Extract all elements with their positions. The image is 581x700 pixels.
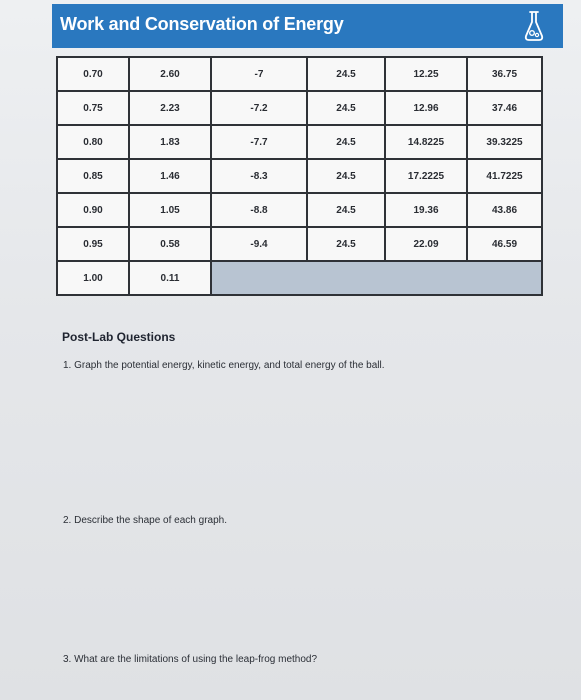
- table-row: [57, 91, 542, 125]
- table-cell: 24.5: [307, 227, 385, 261]
- table-row: [57, 193, 542, 227]
- table-cell: 12.25: [385, 57, 467, 91]
- table-cell: 0.90: [57, 193, 129, 227]
- table-cell: 14.8225: [385, 125, 467, 159]
- table-cell: 19.36: [385, 193, 467, 227]
- question-2: 2. Describe the shape of each graph.: [63, 515, 227, 526]
- table-row: [57, 227, 542, 261]
- table-cell: 1.00: [57, 261, 129, 295]
- table-cell: 1.83: [129, 125, 211, 159]
- table-row: [57, 159, 542, 193]
- table-cell: 37.46: [467, 91, 542, 125]
- table-cell: 0.95: [57, 227, 129, 261]
- table-cell: 0.11: [129, 261, 211, 295]
- table-cell: 1.46: [129, 159, 211, 193]
- table-cell: 24.5: [307, 57, 385, 91]
- table-cell: 0.58: [129, 227, 211, 261]
- question-1: 1. Graph the potential energy, kinetic energy, and total energy of the ball.: [63, 360, 385, 371]
- flask-icon: [523, 10, 545, 42]
- table-cell: -7.7: [211, 125, 307, 159]
- table-cell: -8.3: [211, 159, 307, 193]
- shaded-empty-cell: [211, 261, 542, 295]
- table-cell: -7.2: [211, 91, 307, 125]
- table-row: [57, 57, 542, 91]
- table-cell: 2.60: [129, 57, 211, 91]
- table-cell: 0.80: [57, 125, 129, 159]
- table-row: [57, 261, 542, 295]
- postlab-heading: Post-Lab Questions: [62, 330, 176, 344]
- table-cell: 2.23: [129, 91, 211, 125]
- table-cell: 12.96: [385, 91, 467, 125]
- table-cell: 24.5: [307, 125, 385, 159]
- table-cell: 36.75: [467, 57, 542, 91]
- table-cell: 1.05: [129, 193, 211, 227]
- question-3: 3. What are the limitations of using the leap-frog method?: [63, 654, 318, 665]
- table-cell: 24.5: [307, 91, 385, 125]
- table-row: [57, 125, 542, 159]
- table-cell: 24.5: [307, 159, 385, 193]
- table-cell: 0.75: [57, 91, 129, 125]
- table-cell: 0.85: [57, 159, 129, 193]
- table-cell: 39.3225: [467, 125, 542, 159]
- energy-data-table: [56, 56, 543, 296]
- table-cell: -9.4: [211, 227, 307, 261]
- table-cell: -7: [211, 57, 307, 91]
- table-cell: -8.8: [211, 193, 307, 227]
- header-bar: [52, 4, 563, 48]
- table-cell: 22.09: [385, 227, 467, 261]
- page-title: Work and Conservation of Energy: [60, 14, 344, 34]
- table-cell: 17.2225: [385, 159, 467, 193]
- table-cell: 41.7225: [467, 159, 542, 193]
- table-cell: 24.5: [307, 193, 385, 227]
- table-cell: 0.70: [57, 57, 129, 91]
- table-cell: 43.86: [467, 193, 542, 227]
- table-cell: 46.59: [467, 227, 542, 261]
